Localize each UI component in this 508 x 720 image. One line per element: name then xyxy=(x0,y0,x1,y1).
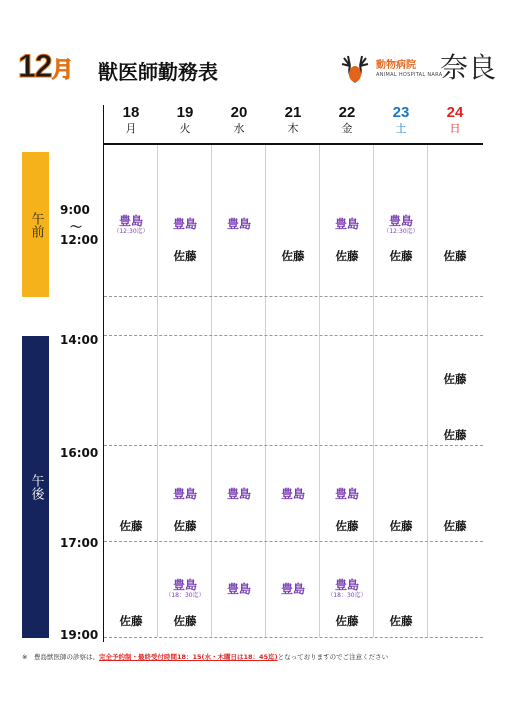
day-header-18: 18 月 xyxy=(122,104,140,135)
staff-sato: 佐藤 xyxy=(443,428,467,442)
staff-sato: 佐藤 xyxy=(335,614,359,628)
staff-sato: 佐藤 xyxy=(443,372,467,386)
staff-sato: 佐藤 xyxy=(335,519,359,533)
staff-sato: 佐藤 xyxy=(389,249,413,263)
staff-toyoshima: 豊島 xyxy=(172,217,197,231)
until-note: （18：30迄） xyxy=(165,592,205,599)
cell-19-pm-3b xyxy=(158,614,212,628)
cell-21-pm-2 xyxy=(266,487,320,501)
cell-19-am-2 xyxy=(158,249,212,263)
staff-toyoshima: 豊島 xyxy=(388,214,413,228)
footnote-highlight: 完全予約制・最終受付時間18：15(水・木曜日は18：45迄) xyxy=(98,653,278,661)
staff-toyoshima: 豊島 xyxy=(172,578,197,592)
hospital-name: 動物病院 xyxy=(376,60,416,71)
cell-21-pm-3 xyxy=(266,582,320,596)
hospital-english-name: ANIMAL HOSPITAL NARA xyxy=(376,72,443,78)
hospital-kanji: 奈良 xyxy=(440,51,497,84)
time-label-1900: 19:00 xyxy=(60,628,99,642)
footnote-text-end: となっておりますのでご注意ください xyxy=(277,653,389,661)
staff-sato: 佐藤 xyxy=(281,249,305,263)
time-label-1400: 14:00 xyxy=(60,333,99,347)
day-header-22: 22 金 xyxy=(338,104,356,135)
cell-23-pm-2 xyxy=(374,519,428,533)
until-note: （18：30迄） xyxy=(327,592,367,599)
staff-toyoshima: 豊島 xyxy=(280,582,305,596)
footnote-text: 豊島獣医師の診察は、 xyxy=(33,653,99,661)
morning-period-bar: 午前 xyxy=(22,152,49,297)
cell-20-pm-2 xyxy=(212,487,266,501)
staff-toyoshima: 豊島 xyxy=(172,487,197,501)
staff-sato: 佐藤 xyxy=(389,519,413,533)
footnote xyxy=(22,652,490,662)
staff-toyoshima: 豊島 xyxy=(334,487,359,501)
row-divider xyxy=(104,541,483,542)
cell-18-pm-3 xyxy=(104,614,158,628)
cell-19-pm-2b xyxy=(158,519,212,533)
staff-toyoshima: 豊島 xyxy=(226,582,251,596)
cell-24-pm-1 xyxy=(428,372,482,386)
time-label-1600: 16:00 xyxy=(60,446,99,460)
staff-toyoshima: 豊島 xyxy=(280,487,305,501)
staff-sato: 佐藤 xyxy=(335,249,359,263)
time-label-1700: 17:00 xyxy=(60,536,99,550)
cell-23-pm-3 xyxy=(374,614,428,628)
row-divider xyxy=(104,637,483,638)
cell-24-pm-2 xyxy=(428,428,482,442)
row-divider xyxy=(104,335,483,336)
hospital-logo xyxy=(338,50,497,90)
staff-sato: 佐藤 xyxy=(119,519,143,533)
cell-19-pm-3 xyxy=(158,578,212,600)
cell-22-pm-3 xyxy=(320,578,374,600)
cell-21-am xyxy=(266,249,320,263)
staff-toyoshima: 豊島 xyxy=(226,217,251,231)
time-label-1200: 12:00 xyxy=(60,233,99,247)
staff-sato: 佐藤 xyxy=(173,519,197,533)
staff-sato: 佐藤 xyxy=(173,249,197,263)
cell-24-am xyxy=(428,249,482,263)
staff-toyoshima: 豊島 xyxy=(226,487,251,501)
cell-23-am xyxy=(374,214,428,236)
time-label-tilde: ～ xyxy=(70,220,83,234)
day-header-24: 24 日 xyxy=(446,104,464,135)
cell-22-am xyxy=(320,217,374,231)
day-header-23: 23 土 xyxy=(392,104,410,135)
staff-toyoshima: 豊島 xyxy=(118,214,143,228)
cell-20-am xyxy=(212,217,266,231)
cell-22-pm-2 xyxy=(320,487,374,501)
time-axis-line xyxy=(103,105,104,642)
cell-18-pm-2 xyxy=(104,519,158,533)
staff-sato: 佐藤 xyxy=(443,249,467,263)
staff-toyoshima: 豊島 xyxy=(334,217,359,231)
day-header-20: 20 水 xyxy=(230,104,248,135)
cell-19-pm-2 xyxy=(158,487,212,501)
afternoon-period-bar: 午後 xyxy=(22,336,49,638)
footnote-mark: ※ xyxy=(22,653,28,661)
row-divider xyxy=(104,296,483,297)
cell-22-pm-3b xyxy=(320,614,374,628)
day-header-21: 21 木 xyxy=(284,104,302,135)
staff-sato: 佐藤 xyxy=(173,614,197,628)
time-label-0900: 9:00 xyxy=(60,203,90,217)
until-note: （12:30迄） xyxy=(113,228,149,235)
page-title: 獣医師勤務表 xyxy=(98,60,218,84)
cell-19-am xyxy=(158,217,212,231)
staff-toyoshima: 豊島 xyxy=(334,578,359,592)
cell-18-am xyxy=(104,214,158,236)
until-note: （12:30迄） xyxy=(383,228,419,235)
staff-sato: 佐藤 xyxy=(389,614,413,628)
row-divider xyxy=(104,445,483,446)
cell-22-pm-2b xyxy=(320,519,374,533)
deer-antler-icon xyxy=(338,52,372,86)
cell-20-pm-3 xyxy=(212,582,266,596)
day-header-19: 19 火 xyxy=(176,104,194,135)
cell-22-am-2 xyxy=(320,249,374,263)
staff-sato: 佐藤 xyxy=(443,519,467,533)
cell-23-am-2 xyxy=(374,249,428,263)
month-label: 12月 xyxy=(18,48,73,84)
staff-sato: 佐藤 xyxy=(119,614,143,628)
header-divider xyxy=(103,143,483,145)
cell-24-pm-3 xyxy=(428,519,482,533)
